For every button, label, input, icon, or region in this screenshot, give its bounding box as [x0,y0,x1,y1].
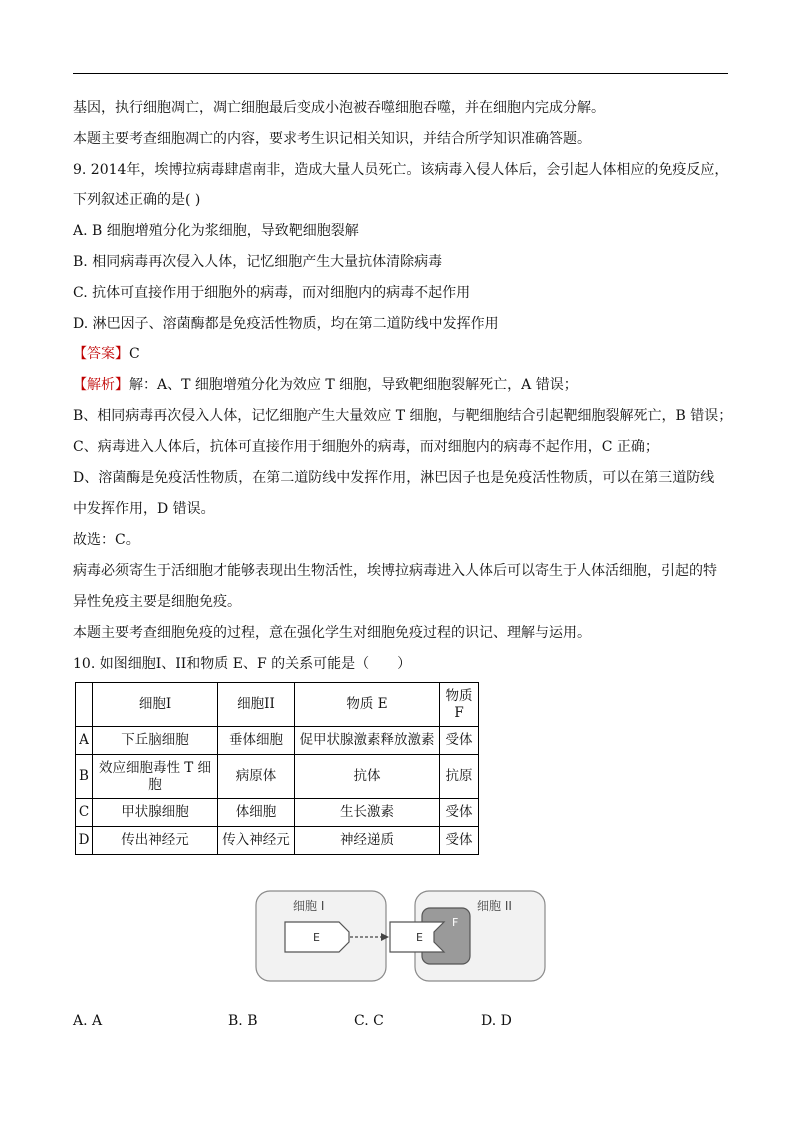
table-cell: 垂体细胞 [218,727,295,755]
question-10-stem: 10. 如图细胞I、II和物质 E、F 的关系可能是（ ） [73,656,412,672]
table-cell: C [76,799,93,827]
answer-value: C [129,346,140,362]
analysis-d-cont: 中发挥作用，D 错误。 [73,501,215,517]
table-header-cell [76,683,93,727]
choice-a: A. A [73,1013,103,1029]
table-header-row [76,683,479,727]
table-cell: 促甲状腺激素释放激素 [295,727,440,755]
table-cell: 受体 [440,799,479,827]
header-rule [73,73,728,74]
answer-line [73,344,140,364]
table-cell: 抗体 [295,755,440,799]
analysis-d: D、溶菌酶是免疫活性物质，在第二道防线中发挥作用，淋巴因子也是免疫活性物质，可以在第三道防线 [73,470,715,486]
summary-line: 病毒必须寄生于活细胞才能够表现出生物活性，埃博拉病毒进入人体后可以寄生于人体活细胞，引起的特 [73,563,717,579]
cell-1-label: 细胞 I [293,899,325,913]
analysis-b: B、相同病毒再次侵入人体，记忆细胞产生大量效应 T 细胞，与靶细胞结合引起靶细胞裂解死亡，B 错误； [73,408,733,424]
table-row [76,827,479,855]
cell-2-label: 细胞 II [477,899,512,913]
table-header-cell: 物质F [440,683,479,727]
table-cell: D [76,827,93,855]
choice-d: D. D [481,1013,512,1029]
table-cell: 传入神经元 [218,827,295,855]
choice-b: B. B [228,1013,258,1029]
question-9-stem: 9. 2014年，埃博拉病毒肆虐南非，造成大量人员死亡。该病毒入侵人体后，会引起人体相应的免疫反应， [73,162,729,178]
summary-line-2: 本题主要考查细胞免疫的过程，意在强化学生对细胞免疫过程的识记、理解与运用。 [73,625,591,641]
table-cell: 受体 [440,727,479,755]
option-c: C. 抗体可直接作用于细胞外的病毒，而对细胞内的病毒不起作用 [73,285,471,301]
table-row [76,755,479,799]
text-line: 本题主要考查细胞凋亡的内容，要求考生识记相关知识，并结合所学知识准确答题。 [73,131,591,147]
analysis-label: 【解析】 [73,377,129,393]
table-cell: 下丘脑细胞 [93,727,218,755]
answer-label: 【答案】 [73,346,129,362]
analysis-text: 解：A、T 细胞增殖分化为效应 T 细胞，导致靶细胞裂解死亡，A 错误； [129,377,578,393]
summary-line-cont: 异性免疫主要是细胞免疫。 [73,594,241,610]
option-a: A. B 细胞增殖分化为浆细胞，导致靶细胞裂解 [73,223,359,239]
table-cell: 病原体 [218,755,295,799]
conclusion: 故选：C。 [73,532,140,548]
analysis-c: C、病毒进入人体后，抗体可直接作用于细胞外的病毒，而对细胞内的病毒不起作用，C 正确； [73,439,659,455]
options-table [75,682,479,855]
table-cell: 受体 [440,827,479,855]
table-header-cell: 物质 E [295,683,440,727]
table-cell: 生长激素 [295,799,440,827]
option-d: D. 淋巴因子、溶菌酶都是免疫活性物质，均在第二道防线中发挥作用 [73,316,499,332]
analysis-line [73,375,578,395]
substance-e-right-label: E [416,931,423,944]
cell-diagram [255,890,547,982]
table-cell: A [76,727,93,755]
substance-e-left-label: E [313,931,320,944]
option-b: B. 相同病毒再次侵入人体，记忆细胞产生大量抗体清除病毒 [73,254,443,270]
receptor-f-label: F [452,916,459,929]
table-row [76,799,479,827]
table-cell: 传出神经元 [93,827,218,855]
table-header-cell: 细胞I [93,683,218,727]
table-cell: 甲状腺细胞 [93,799,218,827]
table-cell: 神经递质 [295,827,440,855]
text-line: 基因，执行细胞凋亡，凋亡细胞最后变成小泡被吞噬细胞吞噬，并在细胞内完成分解。 [73,100,605,116]
table-cell: 效应细胞毒性 T 细胞 [93,755,218,799]
table-cell: 抗原 [440,755,479,799]
table-row [76,727,479,755]
choice-c: C. C [354,1013,384,1029]
table-cell: 体细胞 [218,799,295,827]
question-9-stem-cont: 下列叙述正确的是( ) [73,192,201,208]
table-header-cell: 细胞II [218,683,295,727]
table-cell: B [76,755,93,799]
